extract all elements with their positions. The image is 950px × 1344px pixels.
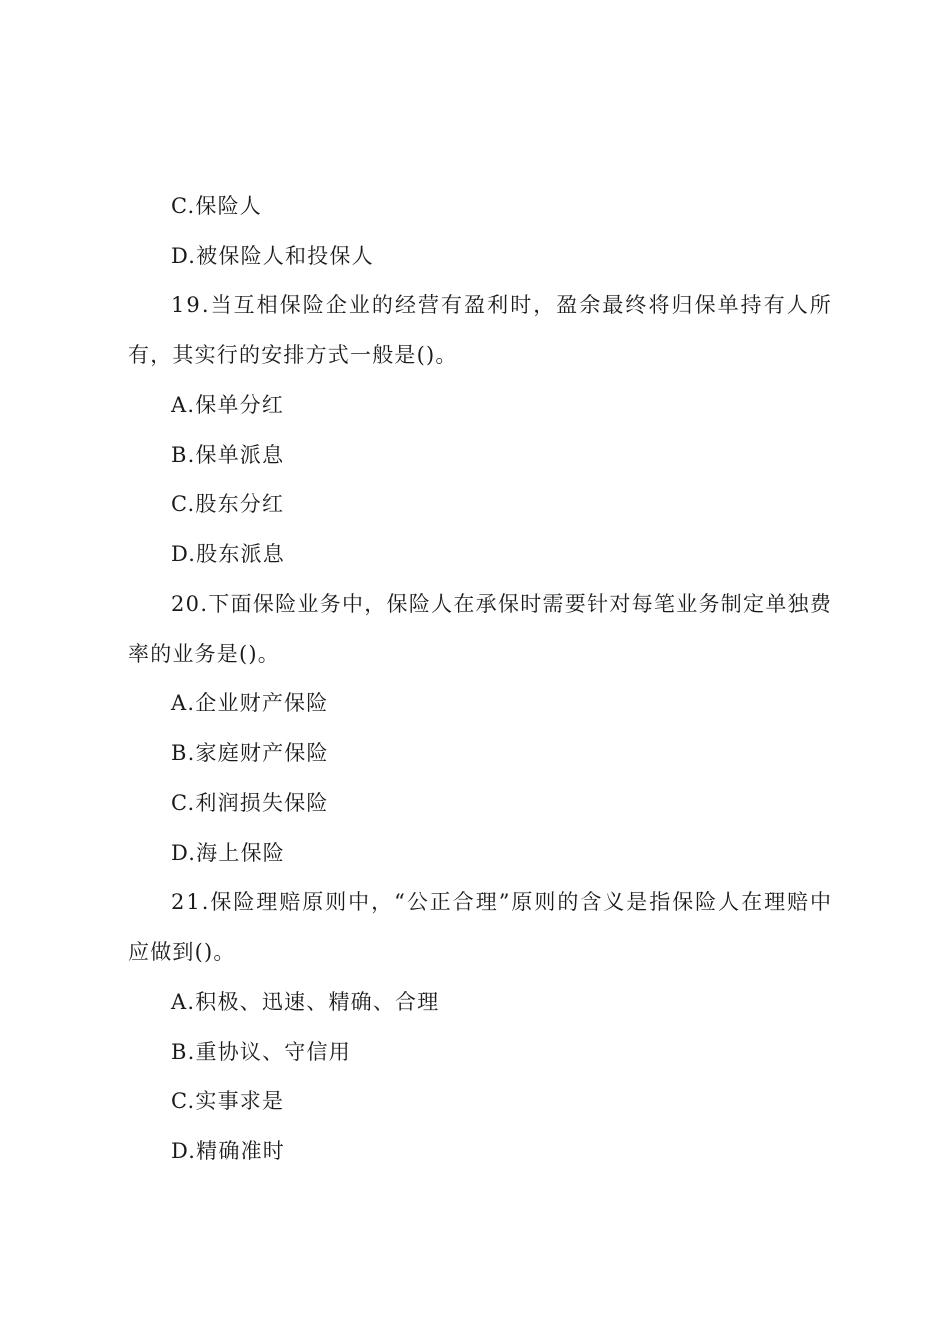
option-c-prev: C.保险人 — [171, 194, 262, 218]
option-d-prev: D.被保险人和投保人 — [171, 244, 374, 268]
question-20-option-c: C.利润损失保险 — [171, 791, 329, 815]
question-20-option-a: A.企业财产保险 — [171, 691, 329, 715]
question-21-option-a: A.积极、迅速、精确、合理 — [171, 990, 440, 1014]
question-19-line-1: 1 9 . 当 互 相 保 险 企 业 的 经 营 有 盈 利 时 ， 盈 余 最 终 将 归 保 单 持 有 人 所 — [171, 293, 831, 317]
question-20-option-d: D.海上保险 — [171, 841, 285, 865]
question-20-line-1: 2 0 . 下 面 保 险 业 务 中 ， 保 险 人 在 承 保 时 需 要 针 对 每 笔 业 务 制 定 单 独 费 — [171, 592, 831, 616]
question-20-option-b: B.家庭财产保险 — [171, 741, 329, 765]
question-19-line-2: 有，其实行的安排方式一般是()。 — [128, 343, 458, 367]
question-21-option-c: C.实事求是 — [171, 1089, 285, 1113]
question-19-option-a: A.保单分红 — [171, 393, 285, 417]
question-21-option-b: B.重协议、守信用 — [171, 1040, 351, 1064]
question-19-option-b: B.保单派息 — [171, 443, 285, 467]
question-21-line-2: 应做到()。 — [128, 940, 236, 964]
question-19-option-c: C.股东分红 — [171, 492, 285, 516]
question-21-line-1: 2 1 . 保 险 理 赔 原 则 中 ， “ 公 正 合 理 ” 原 则 的 含 义 是 指 保 险 人 在 理 赔 中 — [171, 890, 831, 914]
question-21-option-d: D.精确准时 — [171, 1139, 285, 1163]
question-19-option-d: D.股东派息 — [171, 542, 285, 566]
question-20-line-2: 率的业务是()。 — [128, 642, 280, 666]
